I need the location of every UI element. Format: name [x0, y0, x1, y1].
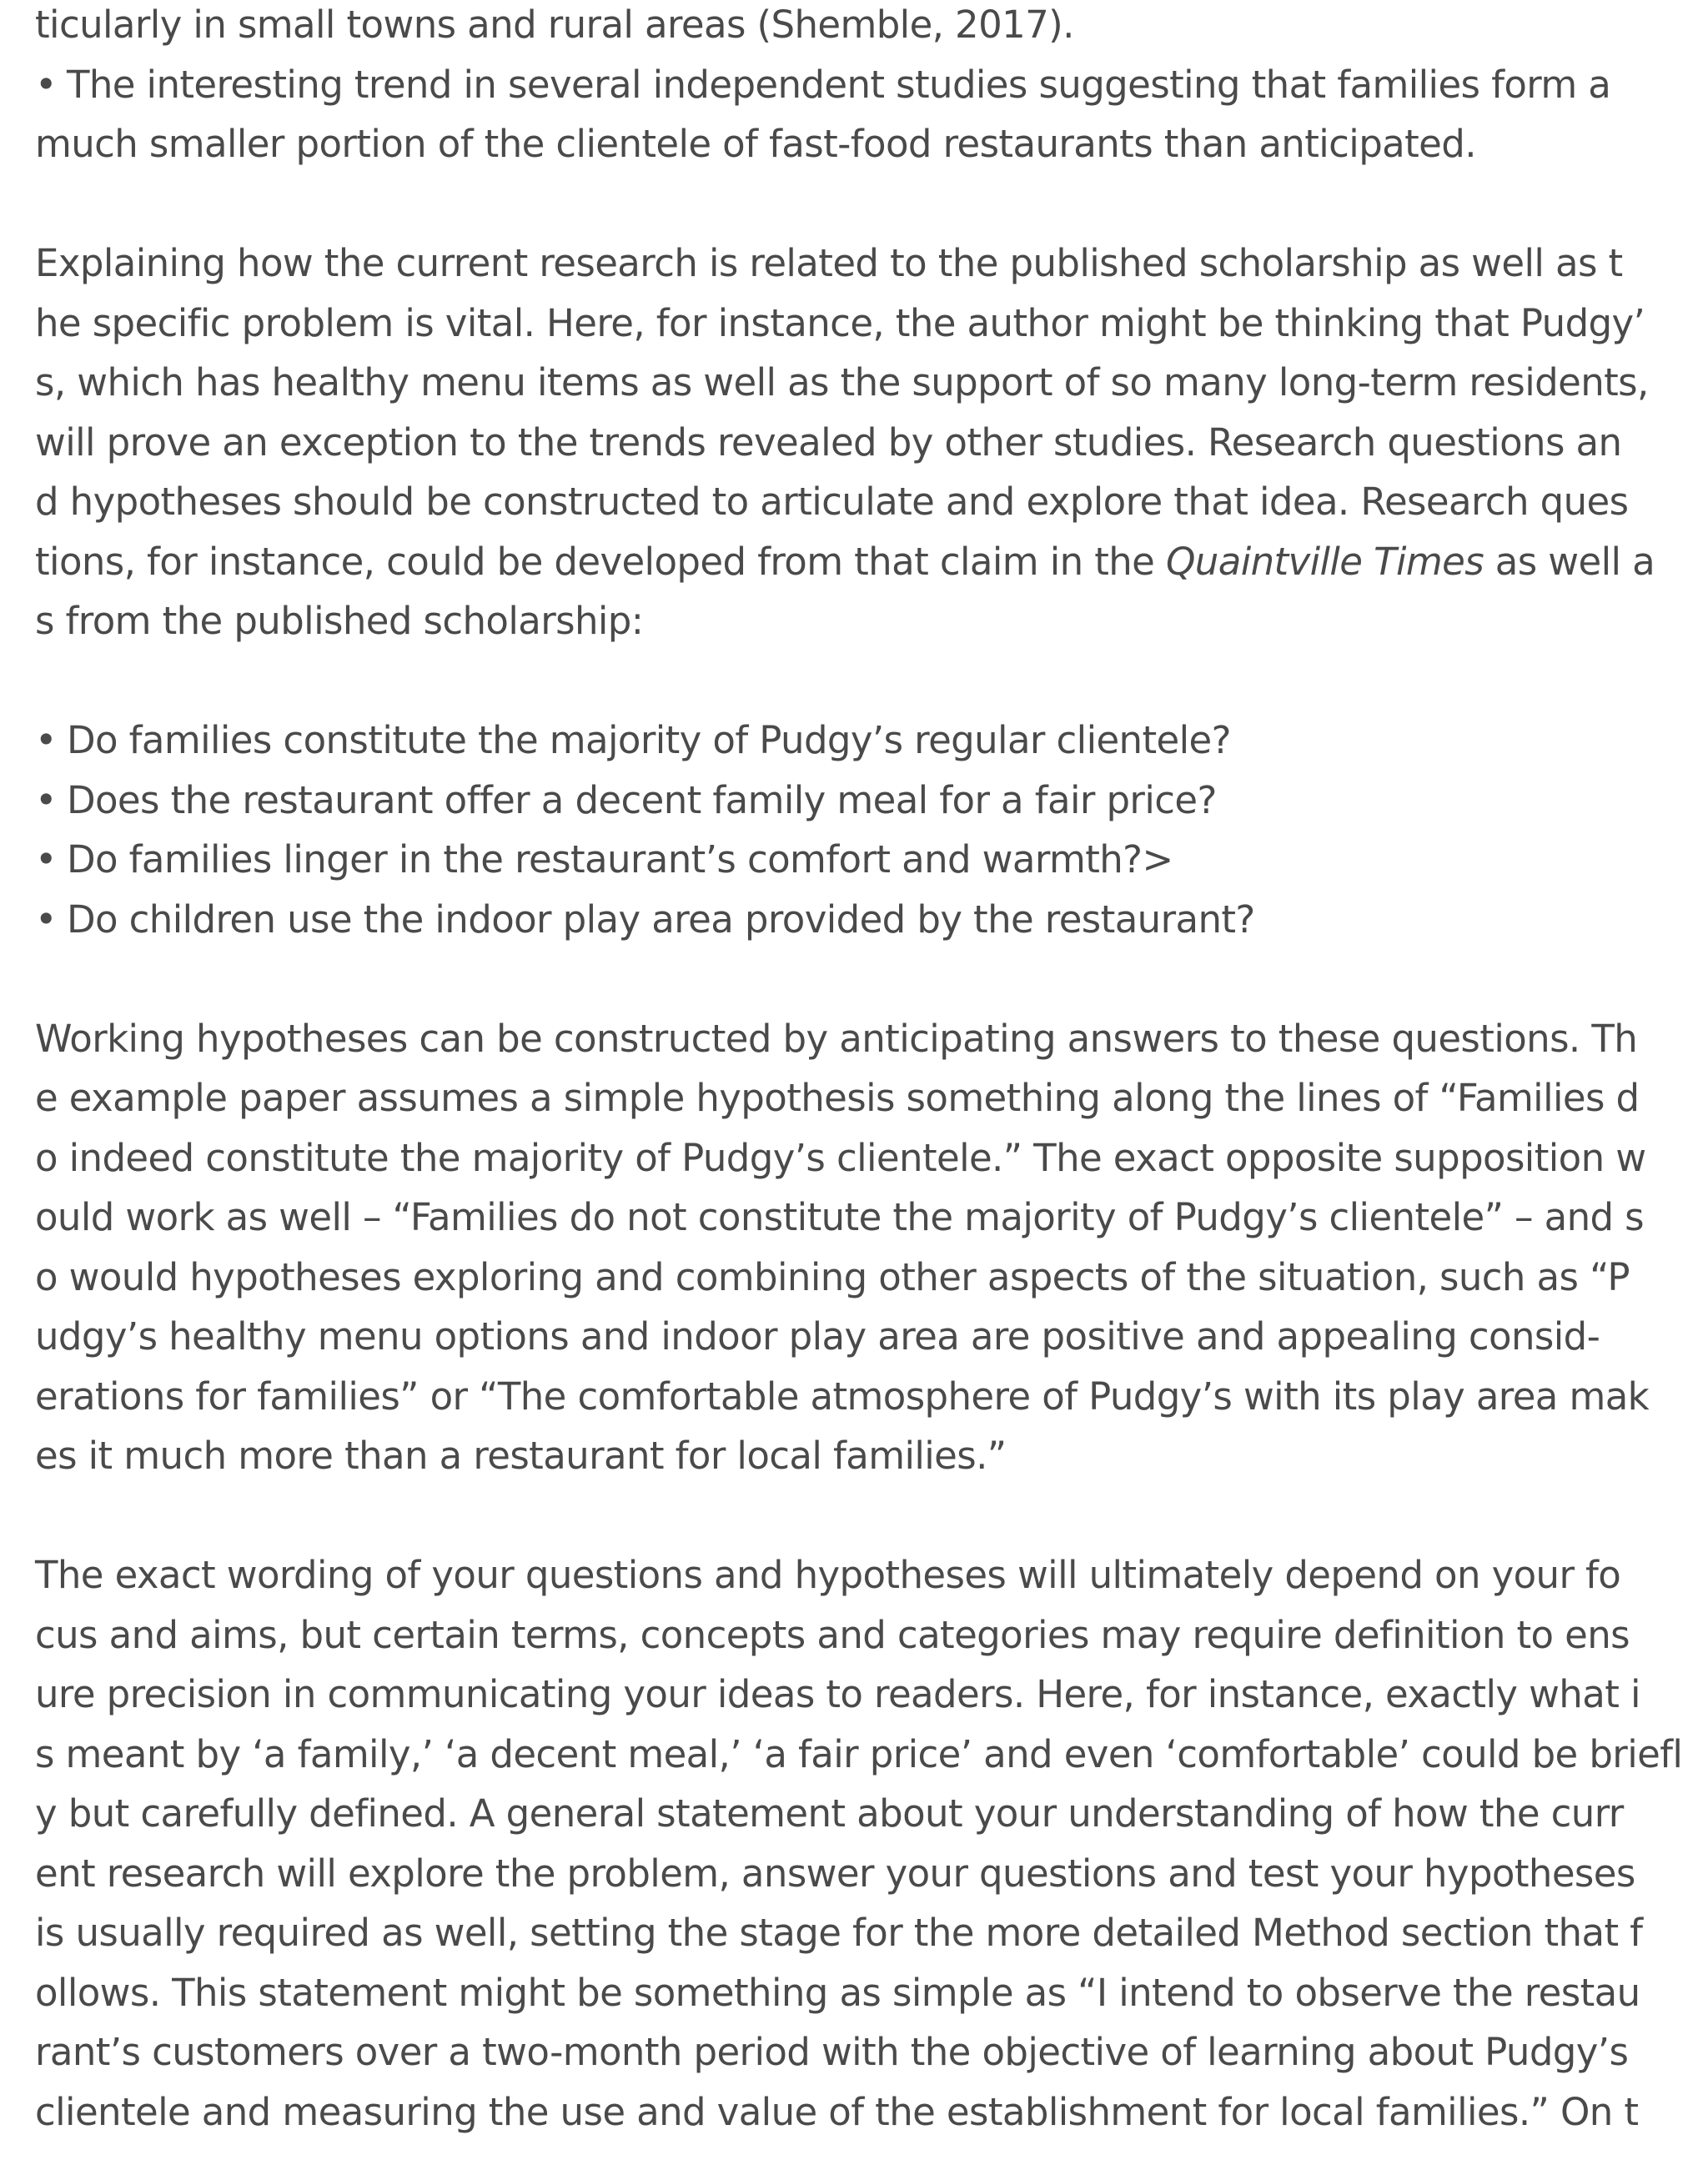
paragraph-definitions [35, 1545, 1686, 2142]
text-line: is usually required as well, setting the stage for the more detailed Method section that f [35, 1911, 1643, 1955]
text-line: he specific problem is vital. Here, for instance, the author might be thinking that Pudgy’ [35, 300, 1645, 345]
text-run: as well a [1484, 539, 1655, 584]
text-line: The exact wording of your questions and hypotheses will ultimately depend on your fo [35, 1553, 1621, 1597]
bullet-icon: • [35, 718, 57, 762]
text-line: ollows. This statement might be something as simple as “I intend to observe the restau [35, 1970, 1640, 2015]
text-line [35, 532, 1686, 592]
text-line: ticularly in small towns and rural areas (Shemble, 2017). [35, 3, 1074, 47]
text-line: much smaller portion of the clientele of fast-food restaurants than anticipated. [35, 122, 1476, 166]
text-line: cus and aims, but certain terms, concepts and categories may require definition to ens [35, 1612, 1630, 1657]
bullet-icon: • [35, 62, 57, 107]
text-line: ure precision in communicating your ideas to readers. Here, for instance, exactly what i [35, 1672, 1640, 1716]
text-line: clientele and measuring the use and value of the establishment for local families.” On t [35, 2089, 1639, 2134]
text-line: ent research will explore the problem, answer your questions and test your hypotheses [35, 1851, 1635, 1896]
bullet-item [35, 55, 1686, 115]
text-line: y but carefully defined. A general statement about your understanding of how the curr [35, 1791, 1624, 1836]
bullet-icon: • [35, 837, 57, 882]
text-line: o indeed constitute the majority of Pudgy’s clientele.” The exact opposite supposition w [35, 1135, 1646, 1180]
text-line: erations for families” or “The comfortable atmosphere of Pudgy’s with its play area mak [35, 1374, 1650, 1419]
research-questions-list [35, 711, 1686, 949]
list-item [35, 830, 1686, 890]
text-line: s from the published scholarship: [35, 599, 644, 643]
text-line: Explaining how the current research is related to the published scholarship as well as t [35, 241, 1623, 285]
list-item [35, 711, 1686, 771]
text-line: es it much more than a restaurant for local families.” [35, 1434, 1007, 1478]
text-line: e example paper assumes a simple hypothesis something along the lines of “Families d [35, 1076, 1640, 1120]
bullet-icon: • [35, 897, 57, 942]
bullet-text: The interesting trend in several independent studies suggesting that families form a [66, 62, 1611, 107]
text-run: tions, for instance, could be developed from that claim in the [35, 539, 1166, 584]
text-line: udgy’s healthy menu options and indoor play area are positive and appealing consid- [35, 1314, 1600, 1359]
list-item-text: Do families linger in the restaurant’s comfort and warmth?> [66, 837, 1173, 882]
text-line: ould work as well – “Families do not constitute the majority of Pudgy’s clientele” – and s [35, 1195, 1645, 1239]
list-item-text: Does the restaurant offer a decent family meal for a fair price? [66, 777, 1217, 822]
paragraph-research-context [35, 234, 1686, 651]
publication-title: Quaintville Times [1165, 539, 1484, 584]
text-line: Working hypotheses can be constructed by anticipating answers to these questions. Th [35, 1016, 1638, 1061]
text-line: will prove an exception to the trends revealed by other studies. Research questions an [35, 419, 1622, 465]
list-item-text: Do children use the indoor play area provided by the restaurant? [66, 897, 1255, 942]
bullet-icon: • [35, 777, 57, 822]
list-item [35, 890, 1686, 950]
paragraph-working-hypotheses [35, 1009, 1686, 1486]
list-item [35, 771, 1686, 831]
document-page [35, 0, 1686, 2142]
text-line: o would hypotheses exploring and combining other aspects of the situation, such as “P [35, 1254, 1630, 1299]
text-line: s meant by ‘a family,’ ‘a decent meal,’ ‘a fair price’ and even ‘comfortable’ could be briefl [35, 1731, 1683, 1776]
text-line: d hypotheses should be constructed to articulate and explore that idea. Research ques [35, 480, 1629, 524]
text-line: rant’s customers over a two-month period with the objective of learning about Pudgy’s [35, 2030, 1629, 2074]
text-line: s, which has healthy menu items as well as the support of so many long-term residents, [35, 360, 1649, 404]
list-item-text: Do families constitute the majority of Pudgy’s regular clientele? [66, 718, 1231, 762]
